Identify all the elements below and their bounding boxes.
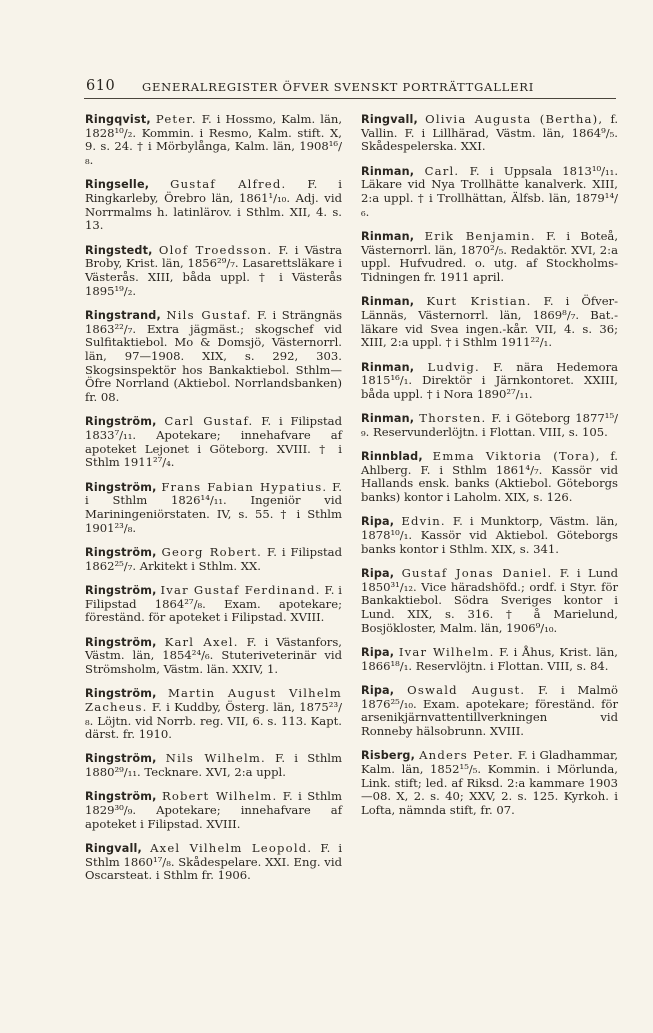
- register-entry: [85, 636, 342, 677]
- register-entry: [85, 790, 342, 831]
- entry-text: F. i Filipstad 1864²⁷/₈. Exam. apotekare; föreständ. för apoteket i Filipstad. XVIII.: [85, 582, 343, 625]
- entry-text: F. i Uppsala 1813¹⁰/₁₁. Läkare vid Nya Trollhätte kanalverk. XIII, 2:a uppl. † i Trollhättan, Älfsb. län, 1879¹⁴/₆.: [361, 163, 618, 219]
- entry-text: F. i Hossmo, Kalm. län, 1828¹⁰/₂. Kommin. i Resmo, Kalm. stift. X, 9. s. 24. † i Mörbylånga, Kalm. län, 1908¹⁶/₈.: [85, 112, 343, 168]
- entry-text: f. Ahlberg. F. i Sthlm 1861⁴/₇. Kassör vid Hallands ensk. banks (Aktiebol. Göteborgs banks) kontor i Laholm. XIX, s. 126.: [361, 449, 618, 505]
- register-entry: [361, 295, 618, 350]
- entry-text: F. i Västanfors, Västm. län, 1854²⁴/₆. Stuteriveterinär vid Strömsholm, Västm. län. XXIV, 1.: [85, 634, 342, 676]
- entry-text: F. i Sthlm 1829³⁰/₉. Apotekare; innehafvare af apoteket i Filipstad. XVIII.: [85, 789, 342, 831]
- entry-given-names: Frans Fabian Hypatius.: [161, 479, 328, 494]
- entry-surname: Ringvall,: [361, 113, 418, 126]
- entry-given-names: Anders Peter.: [419, 748, 514, 763]
- entry-given-names: Gustaf Alfred.: [170, 177, 287, 192]
- entry-given-names: Martin August Vilhelm Zacheus.: [85, 686, 343, 714]
- entry-given-names: Olivia Augusta (Bertha),: [425, 112, 604, 126]
- entry-text: F. i Västra Broby, Krist. län, 1856²⁹/₇. Lasarettsläkare i Västerås. XIII, båda uppl. † i Västerås 1895¹⁹/₂.: [85, 242, 342, 298]
- entry-surname: Rinman,: [361, 295, 415, 309]
- entry-given-names: Olof Troedsson.: [158, 242, 273, 257]
- register-entry: [85, 178, 342, 233]
- register-entry: [85, 842, 342, 883]
- entry-surname: Ringström,: [85, 635, 157, 649]
- register-entry: [361, 749, 618, 818]
- entry-given-names: Karl Axel.: [164, 634, 239, 649]
- register-entry: [85, 309, 342, 405]
- page-number: 610: [86, 78, 116, 94]
- entry-given-names: Erik Benjamin.: [424, 228, 536, 243]
- register-entry: [361, 684, 618, 739]
- entry-text: F. i Lund 1850³¹/₁₂. Vice häradshöfd.; ordf. i Styr. för Bankaktiebol. Södra Sveriges kontor i Lund. XIX, s. 316. † å Marielund, Bosjökloster, Malm. län, 1906⁹/₁₀.: [361, 565, 619, 635]
- register-entry: [85, 584, 342, 625]
- entry-given-names: Emma Viktoria (Tora),: [432, 449, 601, 464]
- entry-given-names: Robert Wilhelm.: [161, 789, 278, 804]
- entry-given-names: Ivar Gustaf Ferdinand.: [160, 582, 321, 597]
- entry-surname: Ringstedt,: [85, 243, 153, 257]
- entry-given-names: Nils Gustaf.: [166, 307, 252, 322]
- entry-given-names: Oswald August.: [407, 682, 526, 697]
- entry-surname: Risberg,: [361, 749, 416, 763]
- entry-surname: Rinman,: [361, 164, 415, 178]
- entry-given-names: Carl Gustaf.: [164, 414, 254, 429]
- register-entry: [361, 361, 618, 402]
- entry-surname: Rinnblad,: [361, 450, 423, 464]
- register-entry: [85, 546, 342, 573]
- register-entry: [85, 752, 342, 779]
- entry-given-names: Peter.: [155, 112, 197, 126]
- entry-given-names: Georg Robert.: [161, 544, 262, 559]
- entry-surname: Rinman,: [361, 360, 415, 374]
- entry-surname: Ripa,: [361, 646, 395, 659]
- entry-given-names: Carl.: [424, 163, 460, 178]
- entry-surname: Ripa,: [361, 683, 395, 697]
- entry-surname: Ripa,: [361, 566, 395, 580]
- entry-surname: Ringselle,: [85, 178, 150, 192]
- entry-surname: Ripa,: [361, 515, 395, 529]
- entry-text: F. i Filipstad 1862²⁵/₇. Arkitekt i Sthlm. XX.: [85, 544, 343, 573]
- entry-surname: Ringström,: [85, 790, 157, 804]
- register-entry: [85, 687, 342, 742]
- register-entry: [85, 244, 342, 299]
- entry-given-names: Edvin.: [401, 514, 446, 529]
- entry-given-names: Thorsten.: [419, 411, 487, 426]
- entry-surname: Ringström,: [85, 480, 157, 494]
- entry-text: F. i Öfver-Lännäs, Västernorrl. län, 1869⁸/₇. Bat.-läkare vid Svea ingen.-kår. VII, 4. s. 36; XIII, 2:a uppl. † i Sthlm 1911²²/₁.: [361, 294, 619, 350]
- register-entry: [85, 113, 342, 168]
- entry-surname: Ringström,: [85, 687, 157, 701]
- entry-surname: Ringstrand,: [85, 308, 161, 322]
- entry-text: F. i Gladhammar, Kalm. län, 1852¹⁵/₅. Kommin. i Mörlunda, Link. stift; led. af Riksd. 2:a kammare 1903—08. X, 2. s. 40; XXV, 2. s. 125. Kyrkoh. i Lofta, nämnda stift, fr. 07.: [361, 748, 618, 818]
- entry-text: f. Vallin. F. i Lillhärad, Västm. län, 1864⁹/₅. Skådespelerska. XXI.: [361, 112, 619, 154]
- register-entry: [361, 412, 618, 439]
- entry-surname: Ringqvist,: [85, 113, 151, 126]
- register-entry: [85, 481, 342, 536]
- entry-text: F. i Sthlm 1860¹⁷/₈. Skådespelare. XXI. Eng. vid Oscarsteat. i Sthlm fr. 1906.: [85, 840, 343, 883]
- entry-given-names: Kurt Kristian.: [426, 294, 532, 309]
- entry-given-names: Ivar Wilhelm.: [398, 645, 495, 659]
- entry-text: F. i Åhus, Krist. län, 1866¹⁸/₁. Reservlöjtn. i Flottan. VIII, s. 84.: [361, 645, 618, 673]
- register-entry: [361, 567, 618, 636]
- entry-text: F. i Ringkarleby, Örebro län, 1861¹/₁₀. Adj. vid Norrmalms h. latinlärov. i Sthlm. XII, 4. s. 13.: [85, 177, 342, 233]
- entry-surname: Ringström,: [85, 583, 157, 597]
- entry-text: F. i Sthlm 1826¹⁴/₁₁. Ingeniör vid Mariningeniörstaten. IV, s. 55. † i Sthlm 1901²³/₈.: [85, 479, 342, 535]
- entry-surname: Ringvall,: [85, 841, 142, 855]
- entry-text: F. i Sthlm 1880²⁹/₁₁. Tecknare. XVI, 2:a uppl.: [85, 751, 342, 780]
- entry-text: F. i Strängnäs 1863²²/₇. Extra jägmäst.; skogschef vid Sulfitaktiebol. Mo & Domsjö, Västernorrl. län, 97—1908. XIX, s. 292, 303. Skogsinspektör hos Bankaktiebol. Sthlm—Öfre Norrland (Aktiebol. Norrlandsbanken) fr. 08.: [85, 307, 343, 405]
- entry-text: F. i Kuddby, Österg. län, 1875²³/₈. Löjtn. vid Norrb. reg. VII, 6. s. 113. Kapt. därst. fr. 1910.: [85, 699, 342, 742]
- entry-text: F. i Göteborg 1877¹⁵/₉. Reservunderlöjtn. i Flottan. VIII, s. 105.: [361, 411, 619, 439]
- entry-surname: Ringström,: [85, 545, 157, 559]
- entry-surname: Ringström,: [85, 752, 157, 766]
- entry-given-names: Nils Wilhelm.: [165, 751, 266, 766]
- entry-text: F. i Munktorp, Västm. län, 1878¹⁰/₁. Kassör vid Aktiebol. Göteborgs banks kontor i Sthlm. XIX, s. 341.: [361, 514, 619, 556]
- entry-surname: Ringström,: [85, 415, 157, 429]
- register-entry: [361, 515, 618, 556]
- page-header: [84, 78, 616, 99]
- entry-given-names: Axel Vilhelm Leopold.: [150, 840, 313, 855]
- entry-surname: Rinman,: [361, 412, 415, 426]
- register-entry: [361, 165, 618, 220]
- entry-surname: Rinman,: [361, 229, 415, 243]
- register-entry: [361, 113, 618, 154]
- left-column: [85, 113, 342, 894]
- entry-text: F. nära Hedemora 1815¹⁶/₁. Direktör i Järnkontoret. XXIII, båda uppl. † i Nora 1890²⁷/₁₁.: [361, 359, 619, 401]
- register-entry: [361, 646, 618, 673]
- register-entry: [85, 415, 342, 470]
- entry-given-names: Gustaf Jonas Daniel.: [401, 565, 553, 580]
- entry-text: F. i Malmö 1876²⁵/₁₀. Exam. apotekare; föreständ. för arsenikjärnvattentillverkningen vid Ronneby hälsobrunn. XVIII.: [361, 682, 619, 739]
- register-entry: [361, 450, 618, 505]
- entry-given-names: Ludvig.: [427, 359, 480, 374]
- entry-text: F. i Filipstad 1833⁷/₁₁. Apotekare; innehafvare af apoteket Lejonet i Göteborg. XVIII. † i Sthlm 1911²⁷/₄.: [85, 414, 343, 470]
- running-title: GENERALREGISTER ÖFVER SVENSKT PORTRÄTTGALLERI: [142, 80, 535, 94]
- right-column: [361, 113, 618, 828]
- register-entry: [361, 230, 618, 285]
- entry-text: F. i Boteå, Västernorrl. län, 1870²/₅. Redaktör. XVI, 2:a uppl. Hufvudred. o. utg. af Stockholms-Tidningen fr. 1911 april.: [361, 228, 619, 285]
